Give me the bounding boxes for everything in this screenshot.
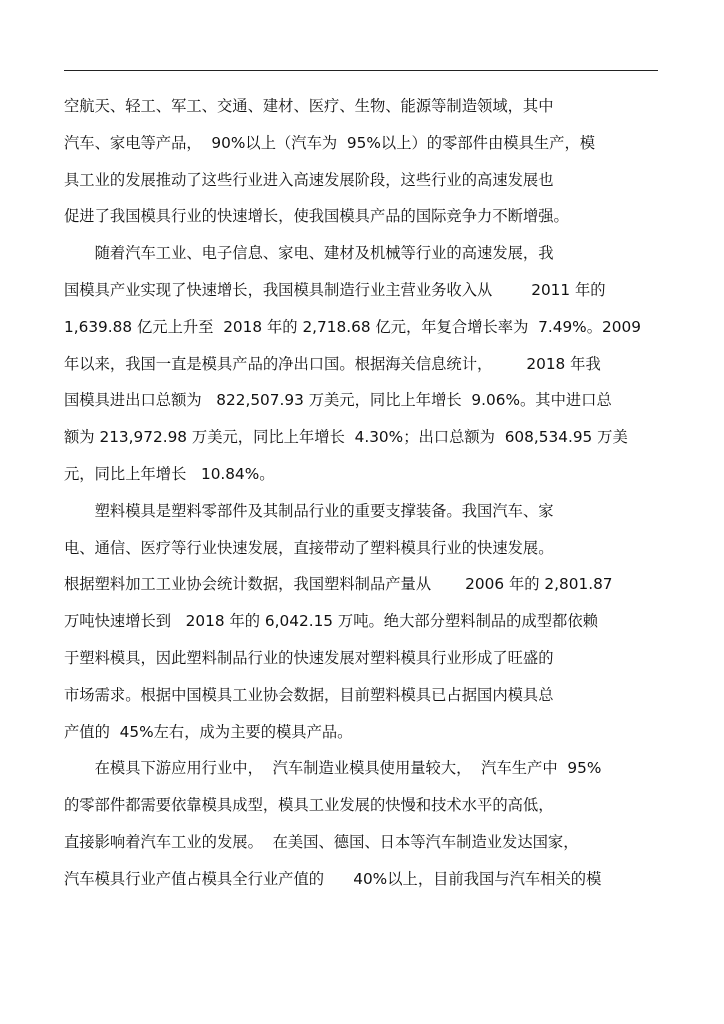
text-line: 在模具下游应用行业中， 汽车制造业模具使用量较大， 汽车生产中 95%: [64, 759, 602, 778]
text-line: 具工业的发展推动了这些行业进入高速发展阶段，这些行业的高速发展也: [64, 170, 554, 189]
text-line: 市场需求。根据中国模具工业协会数据，目前塑料模具已占据国内模具总: [64, 685, 554, 704]
text-line: 年以来，我国一直是模具产品的净出口国。根据海关信息统计， 2018 年我: [64, 354, 601, 373]
text-line: 汽车模具行业产值占模具全行业产值的 40%以上，目前我国与汽车相关的模: [64, 869, 602, 888]
text-line: 塑料模具是塑料零部件及其制品行业的重要支撑装备。我国汽车、家: [64, 501, 554, 520]
text-line: 1,639.88 亿元上升至 2018 年的 2,718.68 亿元，年复合增长率为 7.49%。2009: [64, 317, 641, 336]
text-line: 国模具产业实现了快速增长，我国模具制造行业主营业务收入从 2011 年的: [64, 280, 606, 299]
header-rule: [64, 70, 658, 71]
text-line: 空航天、轻工、军工、交通、建材、医疗、生物、能源等制造领域，其中: [64, 97, 554, 115]
text-line: 元，同比上年增长 10.84%。: [64, 464, 275, 483]
text-line: 电、通信、医疗等行业快速发展，直接带动了塑料模具行业的快速发展。: [64, 538, 554, 557]
text-line: 于塑料模具，因此塑料制品行业的快速发展对塑料模具行业形成了旺盛的: [64, 648, 554, 667]
text-line: 根据塑料加工工业协会统计数据，我国塑料制品产量从 2006 年的 2,801.87: [64, 575, 613, 594]
text-line: 额为 213,972.98 万美元，同比上年增长 4.30%；出口总额为 608,534.95 万美: [64, 428, 628, 447]
text-line: 国模具进出口总额为 822,507.93 万美元，同比上年增长 9.06%。其中进口总: [64, 391, 612, 410]
document-body: [64, 88, 664, 898]
text-line: 随着汽车工业、电子信息、家电、建材及机械等行业的高速发展，我: [64, 244, 554, 263]
text-line: 促进了我国模具行业的快速增长，使我国模具产品的国际竞争力不断增强。: [64, 207, 569, 226]
text-line: 汽车、家电等产品， 90%以上（汽车为 95%以上）的零部件由模具生产，模: [64, 133, 596, 152]
text-line: 直接影响着汽车工业的发展。 在美国、德国、日本等汽车制造业发达国家，: [64, 832, 579, 851]
text-line: 万吨快速增长到 2018 年的 6,042.15 万吨。绝大部分塑料制品的成型都依赖: [64, 612, 598, 631]
text-line: 产值的 45%左右，成为主要的模具产品。: [64, 722, 353, 741]
text-line: 的零部件都需要依靠模具成型，模具工业发展的快慢和技术水平的高低，: [64, 796, 554, 815]
